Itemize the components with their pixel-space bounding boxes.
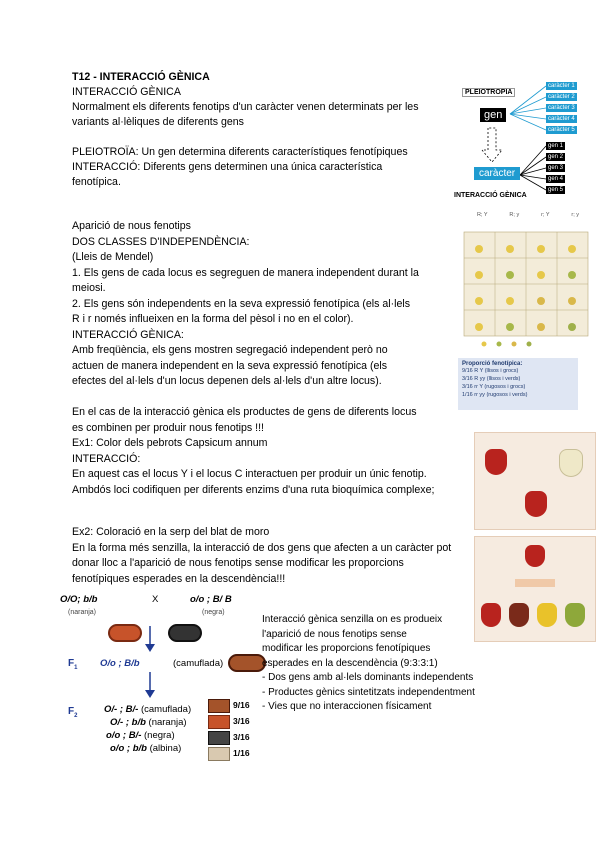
text-line: R i r només influeixen en la forma del pèsol i no en el color). [72, 313, 354, 325]
black-snake-thumb [208, 731, 230, 745]
green-pepper [565, 603, 585, 627]
f2-row [104, 704, 191, 715]
definition-pleiotropia: PLEIOTROÏA: Un gen determina diferents característiques fenotípiques [72, 146, 408, 158]
punnett-grid [444, 222, 590, 352]
text-line: 2. Els gens són independents en la seva expressió fenotípica (els al·lels [72, 297, 411, 310]
ratio-line: 3/16 R yy (llisos i verds) [462, 376, 521, 382]
f2-phenotype: (albina) [149, 743, 182, 754]
punnett-square-figure [444, 212, 590, 352]
ratio-title: Proporció fenotípica: [462, 361, 523, 367]
gen-small-box: gen 5 [548, 187, 564, 193]
f2-letter: F [68, 706, 75, 717]
text-line: (Lleis de Mendel) [72, 251, 154, 263]
text-line: meiosi. [72, 282, 106, 294]
text-line: Ex1: Color dels pebrots Capsicum annum [72, 437, 268, 449]
text-line: donar lloc a l'aparició de nous fenotips sense modificar les proporcions [72, 557, 404, 569]
example-2 [72, 525, 451, 587]
punnett-mini [515, 579, 555, 587]
text-line: - Vies que no interaccionen físicament [262, 701, 432, 712]
text-line: Aparició de nous fenotips [72, 220, 191, 232]
down-arrow [144, 672, 156, 698]
intro-line-1: Normalment els diferents fenotips d'un caràcter venen determinats per les [72, 101, 419, 113]
orange-snake [108, 624, 142, 642]
f1-genotype: O/o ; B/b [100, 658, 140, 669]
f2-ratio: 3/16 [233, 716, 250, 726]
caracter-main-box: caràcter [474, 167, 520, 180]
caracter-box: caràcter 1 [548, 83, 575, 89]
f2-genotype: O/- ; b/b [110, 717, 146, 728]
text-line: actuen de manera independent en la seva expressió fenotípica (els [72, 359, 388, 372]
f2-row [106, 730, 175, 741]
independence-section [72, 219, 419, 436]
orange-snake-thumb [208, 715, 230, 729]
interaccio-label: INTERACCIÓ GÈNICA [454, 192, 527, 199]
text-line: En la forma més senzilla, la interacció de dos gens que afecten a un caràcter pot [72, 541, 452, 554]
text-line: l'aparició de nous fenotips sense [262, 628, 407, 640]
caracter-box: caràcter 4 [548, 116, 575, 122]
text-line: INTERACCIÓ GÈNICA: [72, 328, 184, 341]
example-1 [72, 436, 434, 498]
pepper-cross-panel [474, 432, 596, 530]
pepper-figure [468, 432, 598, 640]
albino-snake-thumb [208, 747, 230, 761]
brown-pepper [509, 603, 529, 627]
text-line: INTERACCIÓ: [72, 452, 141, 465]
diagram-arrows [448, 80, 588, 205]
f2-ratio: 9/16 [233, 700, 250, 710]
red-pepper [481, 603, 501, 627]
definition-interaccio: INTERACCIÓ: Diferents gens determinen una única característica [72, 161, 383, 173]
text-line: Amb freqüència, els gens mostren segregació independent però no [72, 344, 388, 356]
red-pepper [525, 545, 545, 567]
f1-subscript: 1 [74, 665, 78, 671]
text-line: fenotípiques esperades en la descendència!!! [72, 572, 286, 585]
f2-genotype: o/o ; b/b [110, 743, 147, 754]
yellow-pepper [537, 603, 557, 627]
f1-letter: F [68, 658, 75, 669]
column-label: r; y [571, 212, 580, 218]
caracter-box: caràcter 3 [548, 105, 575, 111]
black-snake [168, 624, 202, 642]
f2-phenotype: (naranja) [148, 717, 187, 728]
phenotype-ratio-box [458, 358, 578, 410]
f2-genotype: O/- ; B/- [104, 704, 139, 715]
gen-box: gen [480, 108, 506, 122]
gen-small-box: gen 4 [548, 176, 564, 182]
red-pepper [525, 491, 547, 517]
text-line: DOS CLASSES D'INDEPENDÈNCIA: [72, 235, 250, 248]
intro-line-2: variants al·lèliques de diferents gens [72, 116, 244, 128]
gen-small-box: gen 3 [548, 165, 564, 171]
ratio-line: 3/16 rr Y (rugosos i grocs) [462, 384, 526, 390]
column-label: R; y [509, 212, 520, 218]
red-pepper [485, 449, 507, 475]
f2-subscript: 2 [74, 713, 78, 719]
down-arrow [144, 626, 156, 652]
parent-2-genotype: o/o ; B/ B [190, 594, 232, 605]
column-label: R; Y [476, 212, 488, 218]
text-line: Ex2: Coloració en la serp del blat de moro [72, 526, 270, 538]
text-line: Ambdós loci codifiquen per diferents enzims d'una ruta bioquímica complexe; [72, 483, 435, 496]
f2-row [110, 743, 181, 754]
f1-label [68, 658, 77, 671]
f2-ratio: 3/16 [233, 732, 250, 742]
text-line: esperades en la descendència (9:3:3:1) [262, 657, 438, 669]
parent-2-phenotype: (negra) [202, 609, 225, 616]
parent-1-genotype: O/O; b/b [60, 594, 98, 605]
pepper-f2-panel [474, 536, 596, 642]
text-line: efectes del al·lels d'un locus depenen dels al·lels d'un altre locus). [72, 375, 382, 387]
definition-interaccio-cont: fenotípica. [72, 176, 121, 188]
parent-1-phenotype: (naranja) [68, 609, 97, 616]
text-line: modificar les proporcions fenotípiques [262, 643, 431, 654]
f2-genotype: o/o ; B/- [106, 730, 142, 741]
text-line [72, 390, 419, 406]
caracter-box: caràcter 5 [548, 127, 575, 133]
pleiotropia-diagram [448, 80, 588, 205]
ratio-line: 1/16 rr yy (rugosos i verds) [462, 392, 528, 398]
f2-row [110, 717, 187, 728]
summary-block [262, 613, 475, 715]
text-line: - Productes gènics sintetitzats independentment [262, 686, 475, 698]
f2-label [68, 706, 77, 719]
text-line: En el cas de la interacció gènica els productes de gens de diferents locus [72, 406, 417, 418]
caracter-box: caràcter 2 [548, 94, 575, 100]
section-heading: INTERACCIÓ GÈNICA [72, 86, 181, 98]
camouflaged-snake-thumb [208, 699, 230, 713]
text-line: es combinen per produir nous fenotips !!! [72, 421, 264, 434]
text-line: - Dos gens amb al·lels dominants independents [262, 672, 474, 683]
gen-small-box: gen 1 [548, 143, 564, 149]
f2-ratio: 1/16 [233, 748, 250, 758]
ratio-line: 9/16 R Y (llisos i grocs) [462, 368, 519, 374]
camouflaged-snake [228, 654, 266, 672]
column-label: r; Y [541, 212, 550, 218]
cross-symbol: X [152, 594, 159, 605]
page-title: T12 - INTERACCIÓ GÈNICA [72, 71, 210, 83]
punnett-column-labels [466, 212, 590, 218]
f2-phenotype: (negra) [144, 730, 175, 741]
f1-phenotype: (camuflada) [173, 658, 224, 669]
pleiotropia-label: PLEIOTROPIA [462, 88, 515, 97]
text-line: En aquest cas el locus Y i el locus C interactuen per produir un únic fenotip. [72, 468, 427, 480]
f2-phenotype: (camuflada) [140, 704, 192, 715]
gen-small-box: gen 2 [548, 154, 564, 160]
cream-pepper [559, 449, 583, 477]
text-line: Interacció gènica senzilla on es produeix [262, 614, 443, 625]
text-line: 1. Els gens de cada locus es segreguen de manera independent durant la [72, 266, 419, 279]
